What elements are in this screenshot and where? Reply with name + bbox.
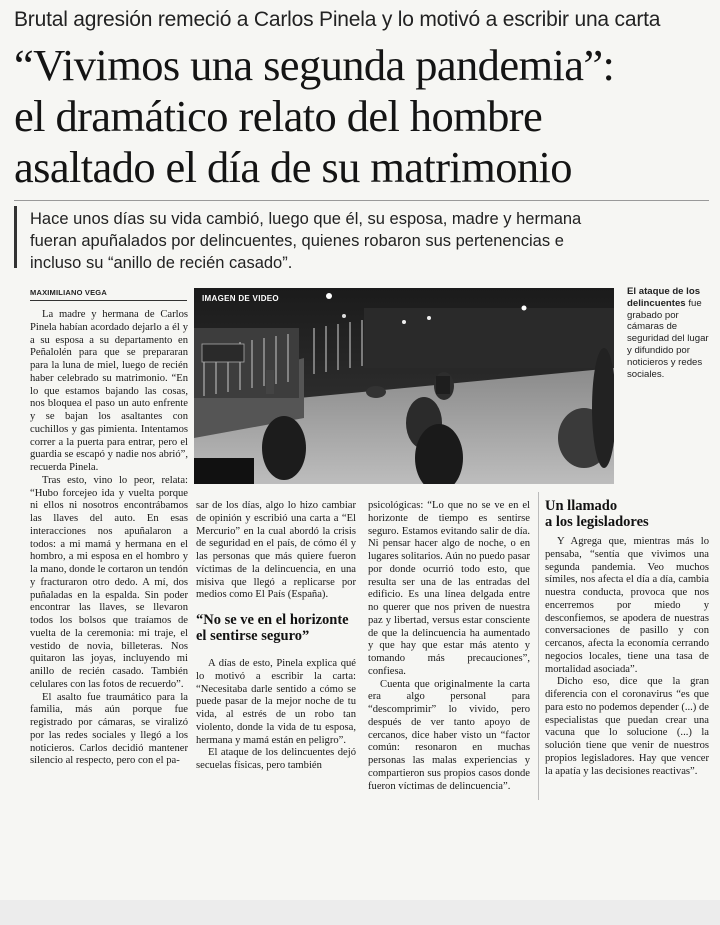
caption-lead: El ataque de los delincuentes — [627, 286, 701, 309]
body-paragraph: sar de los días, algo lo hizo cambiar de opinión y escribió una carta a “El Mercurio” en la cual abordó la crisis de seguridad en el país, de cómo él y las personas que más quiere fueron víctimas de la delincuencia, en una misiva que llegó a replicarse por medios como El País (España). — [196, 500, 356, 601]
body-paragraph: Tras esto, vino lo peor, relata: “Hubo forcejeo ida y vuelta porque ni ellos ni nosotros encontrábamos las llaves del auto. En esas interacciones nos apuñalaron a todos: a mi mamá y hermana en el hombro, a mi esposa en el hombro y la mano, donde le cortaron un tendón y fracturaron otro dedo. A mí, dos puñaladas en la espalda. Sin poder encontrar las llaves, se llevaron todos los bolsos que traíamos de vuelta de la ceremonia: mi traje, el vestido de novia, billeteras. Nos quitaron las joyas, incluyendo mi anillo de recién casado. También celulares con las fotos de recuerdo”. — [30, 474, 188, 690]
headline-line: asaltado el día de su matrimonio — [14, 142, 572, 192]
body-paragraph: El ataque de los delincuentes dejó secuelas físicas, pero también — [196, 747, 356, 771]
headline-line: “Vivimos una segunda pandemia”: — [14, 40, 615, 90]
lead-paragraph — [30, 208, 710, 274]
divider — [14, 200, 709, 201]
photo-caption — [627, 286, 711, 380]
caption-text: fue grabado por cámaras de seguridad del lugar y difundido por noticieros y redes sociales. — [627, 297, 709, 380]
subheading-line: “No se ve en el horizonte — [196, 612, 349, 628]
subheading — [196, 612, 356, 644]
body-column-2 — [196, 500, 356, 773]
byline: MAXIMILIANO VEGA — [30, 288, 187, 301]
body-column-4 — [545, 536, 709, 778]
body-paragraph: psicológicas: “Lo que no se ve en el horizonte de tiempo es sentirse seguro. Estamos evitando salir de día. Ni pensar hacer algo de noche, o en lugares solitarios. Aún no puedo pasar por donde ocurrió todo esto, que resulta ser una de las entradas del edificio. Es una línea delgada entre no querer que nos priven de nuestra paz y libertad, versus estar consciente de que la delincuencia ha aumentado y que hay que estar más atento y tomando más precauciones”, confiesa. — [368, 500, 530, 677]
lead-line: incluso su “anillo de recién casado”. — [30, 254, 293, 272]
page-bottom-margin — [0, 900, 720, 925]
lead-line: fueran apuñalados por delincuentes, quienes robaron sus pertenencias e — [30, 232, 564, 250]
lead-line: Hace unos días su vida cambió, luego que él, su esposa, madre y hermana — [30, 210, 582, 228]
column-divider — [538, 492, 539, 800]
subheading-line: el sentirse seguro” — [196, 628, 310, 644]
subheading-line: Un llamado — [545, 498, 618, 514]
body-paragraph: Dicho eso, dice que la gran diferencia con el coronavirus “es que para esto no podemos depender (...) de especialistas que puedan crear una vacuna que lo solucione (...) la solución tiene que venir de nuestros propios legisladores. Hay que vencer la apatía y las decisiones reactivas”. — [545, 676, 709, 777]
body-column-3 — [368, 500, 530, 793]
video-still-photo — [194, 288, 614, 484]
kicker: Brutal agresión remeció a Carlos Pinela y lo motivó a escribir una carta — [14, 8, 661, 31]
body-paragraph: Y Agrega que, mientras más lo pensaba, “sentía que vivimos una segunda pandemia. Veo muchos símiles, nos afecta el día a día, cambia nuestra conducta, provoca que nos encerremos por miedo y desconfiemos, se apodera de nuestras conversaciones de pasillo y con cercanos, afecta la economía cerrando negocios locales, tiene una tasa de mortalidad asociada”. — [545, 536, 709, 675]
body-paragraph: El asalto fue traumático para la familia, más aún porque fue registrado por cámaras, se viralizó por las redes sociales y llegó a los noticieros. Carlos decidió mantener silencio al respecto, pero con el pa- — [30, 691, 188, 767]
headline-line: el dramático relato del hombre — [14, 91, 543, 141]
security-camera-scene-image — [194, 288, 614, 484]
body-paragraph: A días de esto, Pinela explica qué lo motivó a escribir la carta: “Necesitaba darle sentido a cómo se puede pasar de la mejor noche de tu vida, al estrés de un robo tan violento, donde la vida de tu esposa, hermana y mamá están en peligro”. — [196, 658, 356, 746]
lead-accent-bar — [14, 206, 17, 268]
body-paragraph: Cuenta que originalmente la carta era algo personal para “descomprimir” lo vivido, pero después de ver tanto apoyo de cercanos, dice haber visto un “factor común: resonaron en muchas personas las malas experiencias y compartieron sus propios casos donde fueron víctimas de delincuencia”. — [368, 678, 530, 792]
photo-label: IMAGEN DE VIDEO — [202, 294, 279, 303]
body-column-1 — [30, 309, 188, 768]
subheading-line: a los legisladores — [545, 514, 649, 530]
body-paragraph: La madre y hermana de Carlos Pinela habían acordado dejarlo a él y a su esposa a su departamento en Peñalolén para que se prepararan para la luna de miel, luego de recién haber celebrado su matrimonio. “En lo que estamos bajando las cosas, nos bloquea el paso un auto enfrente y se bajan los asaltantes con cuchillos y gas pimienta. Intentamos correr a la puerta para entrar, pero el guardia se escapó y nadie nos abrió”, recuerda Pinela. — [30, 309, 188, 473]
subheading — [545, 498, 649, 530]
headline — [14, 40, 714, 193]
